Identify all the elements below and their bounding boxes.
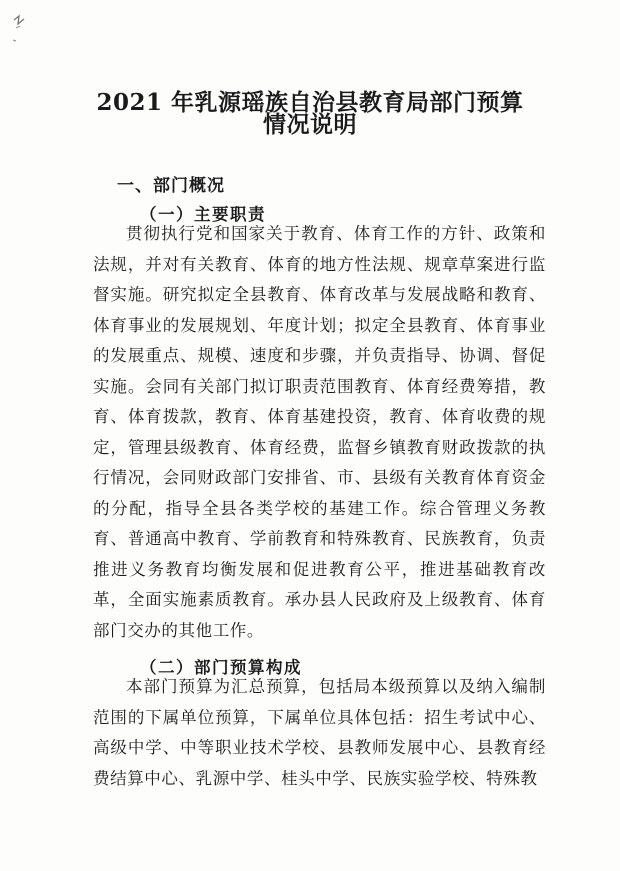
- duties-paragraph: 贯彻执行党和国家关于教育、体育工作的方针、政策和法规，并对有关教育、体育的地方性法规、规章草案进行监督实施。研究拟定全县教育、体育改革与发展战略和教育、体育事业的发展规划、年度计划；拟定全县教育、体育事业的发展重点、规模、速度和步骤，并负责指导、协调、督促实施。会同有关部门拟订职责范围教育、体育经费筹措，教育、体育拨款，教育、体育基建投资，教育、体育收费的规定，管理县级教育、体育经费，监督乡镇教育财政拨款的执行情况，会同财政部门安排省、市、县级有关教育体育资金的分配，指导全县各类学校的基建工作。综合管理义务教育、普通高中教育、学前教育和特殊教育、民族教育，负责推进义务教育均衡发展和促进教育公平，推进基础教育改革，全面实施素质教育。承办县人民政府及上级教育、体育部门交办的其他工作。: [93, 224, 546, 640]
- scan-mark-icon: [10, 6, 34, 46]
- subsection-heading-budget-composition: （二）部门预算构成: [140, 658, 302, 677]
- document-title-line2: 情况说明: [263, 111, 357, 138]
- subsection-heading-duties: （一）主要职责: [140, 205, 266, 224]
- section-heading-overview: 一、部门概况: [117, 176, 225, 196]
- document-title-line1: 2021 年乳源瑶族自治县教育局部门预算: [96, 89, 524, 116]
- budget-composition-paragraph: 本部门预算为汇总预算，包括局本级预算以及纳入编制范围的下属单位预算，下属单位具体包括：招生考试中心、高级中学、中等职业技术学校、县教师发展中心、县教育经费结算中心、乳源中学、桂头中学、民族实验学校、特殊教: [93, 677, 546, 788]
